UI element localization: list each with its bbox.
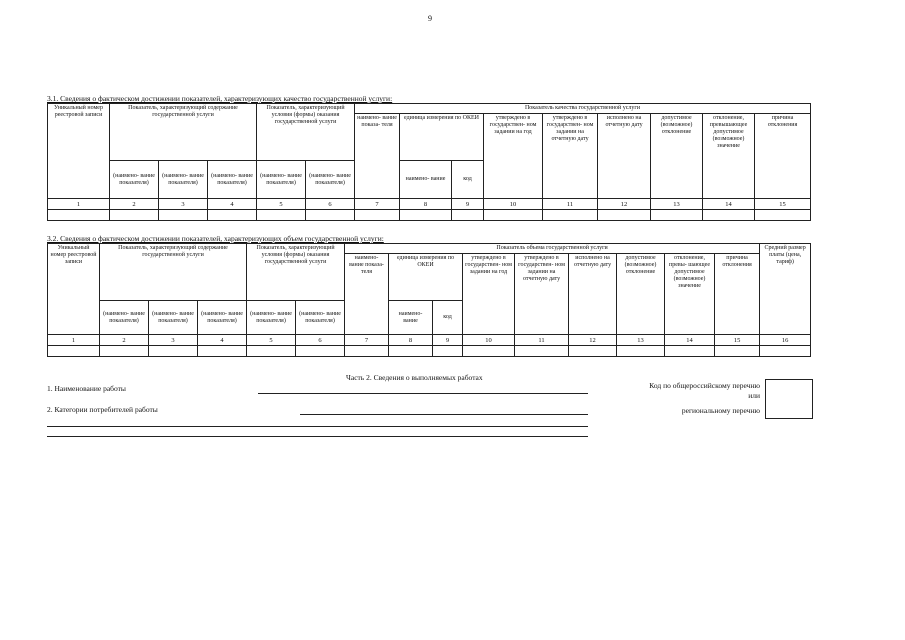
section-3-1-title: 3.1. Сведения о фактическом достижении показателей, характеризующих качество государственной услуги: — [47, 94, 393, 103]
part2-title: Часть 2. Сведения о выполняемых работах — [346, 373, 483, 382]
table-cell[interactable] — [247, 346, 296, 357]
table-cell[interactable] — [651, 210, 703, 221]
column-number: 13 — [651, 199, 703, 210]
sub-indicator-name: (наимено- вание показателя) — [296, 301, 345, 335]
work-name-line[interactable] — [258, 393, 588, 394]
table-cell[interactable] — [715, 346, 760, 357]
column-number: 7 — [355, 199, 400, 210]
table-cell[interactable] — [110, 210, 159, 221]
col-deviation-reason: причина отклонения — [755, 114, 811, 199]
col-conditions-indicator: Показатель, характеризующий условия (формы) оказания государственной услуги — [247, 244, 345, 301]
column-number: 7 — [345, 335, 389, 346]
col-unique-number: Уникальный номер реестровой записи — [48, 104, 110, 199]
column-number: 11 — [543, 199, 598, 210]
table-cell[interactable] — [296, 346, 345, 357]
sub-indicator-name: (наимено- вание показателя) — [198, 301, 247, 335]
column-numbers-row — [48, 199, 811, 210]
col-allowed-deviation: допустимое (возможное) отклонение — [617, 254, 665, 335]
column-number: 14 — [665, 335, 715, 346]
column-number: 15 — [715, 335, 760, 346]
column-number: 1 — [48, 199, 110, 210]
column-number: 6 — [296, 335, 345, 346]
sub-unit-code: код — [433, 301, 463, 335]
col-deviation-reason: причина отклонения — [715, 254, 760, 335]
consumer-category-line[interactable] — [300, 414, 588, 415]
table-cell[interactable] — [665, 346, 715, 357]
table-cell[interactable] — [355, 210, 400, 221]
column-number: 2 — [100, 335, 149, 346]
table-cell[interactable] — [463, 346, 515, 357]
table-cell[interactable] — [400, 210, 452, 221]
sub-unit-name: наимено- вание — [389, 301, 433, 335]
registry-code-label: Код по общероссийскому перечню или — [649, 381, 760, 400]
sub-indicator-name: (наимено- вание показателя) — [208, 161, 257, 199]
col-unique-number: Уникальный номер реестровой записи — [48, 244, 100, 335]
col-unit-okei: единица измерения по ОКЕИ — [389, 254, 463, 301]
sub-indicator-name: (наимено- вание показателя) — [110, 161, 159, 199]
sub-indicator-name: (наимено- вание показателя) — [257, 161, 306, 199]
col-approved-year: утверждено в государствен- ном задании на год — [463, 254, 515, 335]
col-conditions-indicator: Показатель, характеризующий условия (формы) оказания государственной услуги — [257, 104, 355, 161]
table-cell[interactable] — [569, 346, 617, 357]
empty-data-row — [48, 210, 811, 221]
table-cell[interactable] — [208, 210, 257, 221]
table-cell[interactable] — [515, 346, 569, 357]
column-numbers-row — [48, 335, 811, 346]
table-cell[interactable] — [452, 210, 484, 221]
col-unit-okei: единица измерения по ОКЕИ — [400, 114, 484, 161]
sub-indicator-name: (наимено- вание показателя) — [149, 301, 198, 335]
sub-indicator-name: (наимено- вание показателя) — [159, 161, 208, 199]
table-cell[interactable] — [433, 346, 463, 357]
column-number: 13 — [617, 335, 665, 346]
col-quality-indicator: Показатель качества государственной услуги — [355, 104, 811, 114]
table-cell[interactable] — [345, 346, 389, 357]
column-number: 5 — [257, 199, 306, 210]
col-approved-date: утверждено в государствен- ном задании на отчетную дату — [515, 254, 569, 335]
column-number: 11 — [515, 335, 569, 346]
sub-indicator-name: (наимено- вание показателя) — [247, 301, 296, 335]
col-indicator-name: наимено- вание показа- теля — [345, 254, 389, 335]
column-number: 4 — [208, 199, 257, 210]
table-cell[interactable] — [306, 210, 355, 221]
table-cell[interactable] — [389, 346, 433, 357]
col-content-indicator: Показатель, характеризующий содержание государственной услуги — [110, 104, 257, 161]
col-executed: исполнено на отчетную дату — [569, 254, 617, 335]
table-cell[interactable] — [598, 210, 651, 221]
consumer-category-line-3[interactable] — [47, 436, 588, 437]
table-cell[interactable] — [617, 346, 665, 357]
column-number: 10 — [463, 335, 515, 346]
sub-unit-code: код — [452, 161, 484, 199]
column-number: 4 — [198, 335, 247, 346]
sub-indicator-name: (наимено- вание показателя) — [306, 161, 355, 199]
sub-indicator-name: (наимено- вание показателя) — [100, 301, 149, 335]
table-cell[interactable] — [703, 210, 755, 221]
table-cell[interactable] — [755, 210, 811, 221]
consumer-category-label: 2. Категории потребителей работы — [47, 405, 158, 414]
col-allowed-deviation: допустимое (возможное) отклонение — [651, 114, 703, 199]
registry-code-label-2: региональному перечню — [681, 406, 760, 415]
section-3-2-title: 3.2. Сведения о фактическом достижении показателей, характеризующих объем государственной услуги: — [47, 234, 384, 243]
table-cell[interactable] — [149, 346, 198, 357]
column-number: 8 — [400, 199, 452, 210]
column-number: 6 — [306, 199, 355, 210]
work-name-label: 1. Наименование работы — [47, 384, 126, 393]
table-cell[interactable] — [48, 210, 110, 221]
table-cell[interactable] — [48, 346, 100, 357]
table-cell[interactable] — [198, 346, 247, 357]
table-cell[interactable] — [100, 346, 149, 357]
column-number: 2 — [110, 199, 159, 210]
col-average-fee: Средний размер платы (цена, тариф) — [760, 244, 811, 335]
column-number: 8 — [389, 335, 433, 346]
volume-indicators-table — [47, 243, 811, 357]
col-approved-date: утверждено в государствен- ном задании на отчетную дату — [543, 114, 598, 199]
table-cell[interactable] — [484, 210, 543, 221]
col-approved-year: утверждено в государствен- ном задании на год — [484, 114, 543, 199]
column-number: 15 — [755, 199, 811, 210]
table-cell[interactable] — [760, 346, 811, 357]
col-exceeding-deviation: отклонение, превышающее допустимое (возможное) значение — [703, 114, 755, 199]
column-number: 12 — [598, 199, 651, 210]
column-number: 3 — [159, 199, 208, 210]
col-indicator-name: наимено- вание показа- теля — [355, 114, 400, 199]
consumer-category-line-2[interactable] — [47, 426, 588, 427]
sub-unit-name: наимено- вание — [400, 161, 452, 199]
table-cell[interactable] — [257, 210, 306, 221]
col-exceeding-deviation: отклонение, превы- шающее допустимое (возможное) значение — [665, 254, 715, 335]
registry-code-box[interactable] — [765, 379, 813, 419]
column-number: 12 — [569, 335, 617, 346]
column-number: 9 — [452, 199, 484, 210]
col-content-indicator: Показатель, характеризующий содержание государственной услуги — [100, 244, 247, 301]
table-cell[interactable] — [159, 210, 208, 221]
column-number: 10 — [484, 199, 543, 210]
col-volume-indicator: Показатель объема государственной услуги — [345, 244, 760, 254]
column-number: 1 — [48, 335, 100, 346]
col-executed: исполнено на отчетную дату — [598, 114, 651, 199]
column-number: 9 — [433, 335, 463, 346]
table-cell[interactable] — [543, 210, 598, 221]
page-number: 9 — [428, 14, 432, 23]
column-number: 14 — [703, 199, 755, 210]
quality-indicators-table — [47, 103, 811, 221]
column-number: 3 — [149, 335, 198, 346]
empty-data-row — [48, 346, 811, 357]
column-number: 16 — [760, 335, 811, 346]
column-number: 5 — [247, 335, 296, 346]
